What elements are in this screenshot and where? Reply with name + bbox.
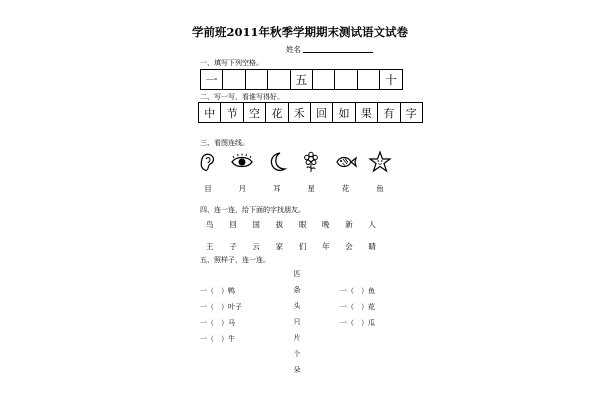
name-field (286, 44, 373, 55)
measure-word: 头 (293, 302, 301, 310)
left-item: 一（ ）鸭 (200, 287, 235, 295)
friend-char: 会 (345, 242, 353, 251)
grid-cell (246, 70, 268, 90)
flower-icon (299, 150, 323, 174)
friend-char: 年 (322, 242, 330, 251)
friend-char: 们 (298, 242, 307, 251)
section-3-heading: 三、看图连线。 (200, 139, 249, 147)
grid-cell (313, 70, 335, 90)
friend-char: 家 (275, 242, 284, 251)
grid-cell: 回 (311, 103, 333, 123)
friend-char: 眼 (298, 220, 307, 229)
section-2-heading: 二、写一写，看谁写得好。 (200, 93, 284, 101)
measure-word: 朵 (293, 366, 301, 374)
picture-word: 耳 (273, 184, 281, 193)
measure-word: 片 (293, 334, 301, 342)
right-item: 一（ ）瓜 (340, 319, 375, 327)
measure-word: 只 (293, 318, 301, 326)
right-item: 一（ ）鱼 (340, 287, 375, 295)
friend-char: 国 (252, 220, 260, 229)
friend-row-1 (206, 219, 376, 230)
grid-cell (223, 70, 245, 90)
friend-char: 子 (229, 242, 237, 251)
writing-grid (198, 102, 423, 123)
picture-word: 目 (204, 184, 212, 193)
grid-cell (335, 70, 357, 90)
left-item: 一（ ）叶子 (200, 303, 242, 311)
friend-char: 云 (252, 242, 260, 251)
picture-word: 星 (307, 184, 315, 193)
name-blank-line (303, 44, 373, 53)
eye-icon (230, 150, 254, 174)
grid-cell: 一 (201, 70, 223, 90)
friend-char: 人 (368, 220, 376, 229)
picture-word: 花 (341, 184, 350, 193)
ear-icon (196, 150, 220, 174)
picture-word: 月 (238, 184, 247, 193)
name-label: 姓名 (286, 45, 301, 54)
friend-char: 鸟 (206, 220, 214, 229)
section-1-heading: 一、填写下列空格。 (200, 59, 263, 67)
picture-row (196, 150, 392, 174)
grid-cell (268, 70, 290, 90)
grid-cell: 禾 (289, 103, 311, 123)
grid-cell: 中 (199, 103, 221, 123)
measure-word: 个 (293, 350, 301, 358)
grid-cell: 字 (401, 103, 423, 123)
measure-word: 匹 (293, 270, 301, 278)
grid-cell: 花 (266, 103, 288, 123)
friend-char: 新 (345, 220, 353, 229)
friend-row-2 (206, 241, 376, 252)
picture-word-row (196, 183, 392, 194)
grid-cell: 节 (221, 103, 243, 123)
right-item: 一（ ）花 (340, 303, 375, 311)
grid-cell: 有 (378, 103, 400, 123)
left-item: 一（ ）马 (200, 319, 235, 327)
fish-icon (334, 150, 358, 174)
page-title: 学前班2011年秋季学期期末测试语文试卷 (191, 25, 408, 39)
friend-char: 回 (229, 220, 237, 229)
star-icon (368, 150, 392, 174)
picture-word: 鱼 (376, 184, 384, 193)
friend-char: 王 (206, 242, 214, 251)
friend-char: 睛 (368, 242, 376, 251)
measure-word: 条 (293, 286, 301, 294)
fill-in-grid (200, 69, 403, 90)
grid-cell: 十 (380, 70, 402, 90)
grid-cell (358, 70, 380, 90)
section-5-heading: 五、照样子，连一连。 (200, 256, 270, 264)
moon-icon (265, 150, 289, 174)
friend-char: 晚 (322, 220, 330, 229)
grid-cell: 如 (333, 103, 355, 123)
grid-cell: 空 (244, 103, 266, 123)
section-4-heading: 四、连一连，给下面的字找朋友。 (200, 206, 305, 214)
friend-char: 拔 (275, 220, 284, 229)
grid-cell: 五 (291, 70, 313, 90)
left-item: 一（ ）牛 (200, 335, 235, 343)
grid-cell: 果 (356, 103, 378, 123)
